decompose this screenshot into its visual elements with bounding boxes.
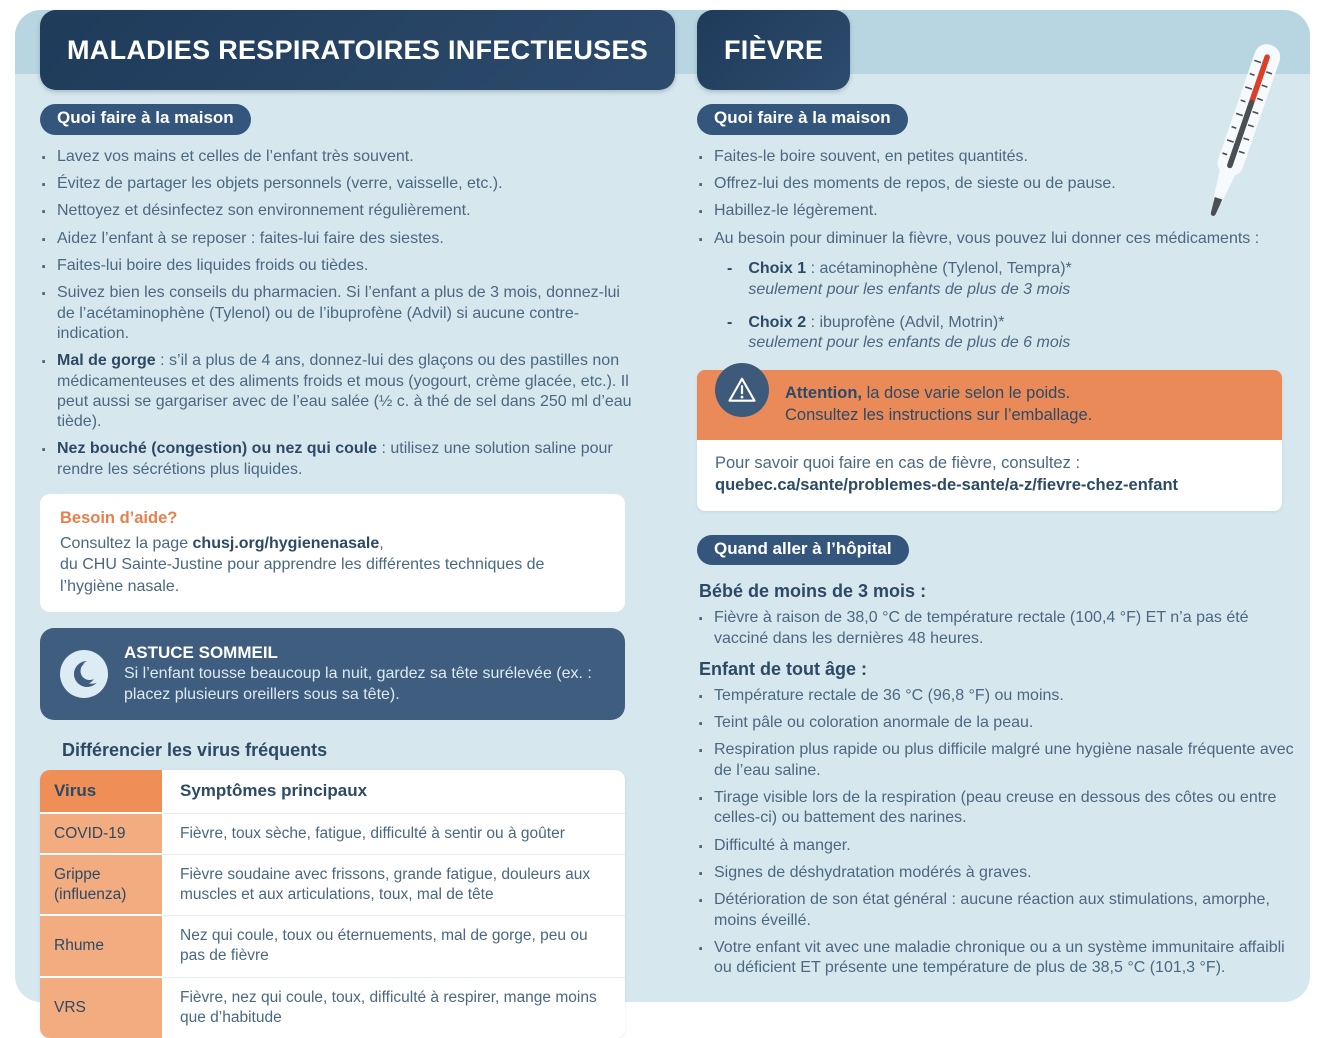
list-item: · Teint pâle ou coloration anormale de la peau. bbox=[697, 713, 1295, 733]
sleep-tip-card bbox=[40, 628, 625, 721]
left-column bbox=[40, 104, 632, 1038]
table-row: Grippe (influenza) Fièvre soudaine avec frissons, grande fatigue, douleurs aux muscles et aux articulations, toux, mal de tête bbox=[40, 855, 625, 916]
list-item: · Faites-le boire souvent, en petites quantités. bbox=[697, 147, 1295, 167]
list-item: · Mal de gorge : s’il a plus de 4 ans, donnez-lui des glaçons ou des pastilles non médicamenteuses et des aliments froids et mous (yogourt, crème glacée, etc.). Il peut aussi se gargariser avec de l’eau salée (½ c. à thé de sel dans 250 ml d’eau tiède). bbox=[40, 351, 632, 432]
sleep-tip-text: Si l’enfant tousse beaucoup la nuit, gardez sa tête surélevée (ex. : placez plusieurs oreillers sous sa tête). bbox=[124, 664, 592, 703]
table-row: Rhume Nez qui coule, toux ou éternuements, mal de gorge, peu ou pas de fièvre bbox=[40, 916, 625, 977]
table-row: COVID-19 Fièvre, toux sèche, fatigue, difficulté à sentir ou à goûter bbox=[40, 814, 625, 855]
right-column bbox=[697, 104, 1295, 986]
list-item: · Faites-lui boire des liquides froids ou tièdes. bbox=[40, 256, 632, 276]
list-item: · Signes de déshydratation modérés à graves. bbox=[697, 863, 1295, 883]
virus-table bbox=[40, 770, 625, 1037]
list-item: · Habillez-le légèrement. bbox=[697, 201, 1295, 221]
dash-marker: - bbox=[727, 259, 733, 277]
child-heading: Enfant de tout âge : bbox=[699, 658, 867, 679]
list-item: · Lavez vos mains et celles de l’enfant très souvent. bbox=[40, 147, 632, 167]
moon-icon bbox=[60, 650, 108, 698]
list-item: · Nettoyez et désinfectez son environnement régulièrement. bbox=[40, 201, 632, 221]
attention-card bbox=[697, 370, 1282, 510]
medication-choice-2: - Choix 2 : ibuprofène (Advil, Motrin)* seulement pour les enfants de plus de 6 mois bbox=[727, 313, 1295, 355]
right-title-text: FIÈVRE bbox=[724, 34, 824, 65]
list-item: · Au besoin pour diminuer la fièvre, vous pouvez lui donner ces médicaments : bbox=[697, 229, 1295, 249]
hospital-pill: Quand aller à l’hôpital bbox=[697, 535, 909, 566]
sleep-tip-title: ASTUCE SOMMEIL bbox=[124, 642, 278, 662]
dash-marker: - bbox=[727, 313, 733, 331]
left-home-care-list bbox=[40, 147, 632, 480]
medication-choices bbox=[727, 259, 1295, 354]
list-item: · Votre enfant vit avec une maladie chronique ou a un système immunitaire affaibli ou déficient ET présente une température de plus de 38,5 °C (101,3 °F). bbox=[697, 938, 1295, 979]
help-card-body: Consultez la page chusj.org/hygienenasale, du CHU Sainte-Justine pour apprendre les différentes techniques de l’hygiène nasale. bbox=[60, 535, 545, 595]
right-home-care-pill: Quoi faire à la maison bbox=[697, 104, 908, 135]
list-item: · Offrez-lui des moments de repos, de sieste ou de pause. bbox=[697, 174, 1295, 194]
table-row: VRS Fièvre, nez qui coule, toux, difficulté à respirer, mange moins que d’habitude bbox=[40, 978, 625, 1038]
table-header-virus: Virus bbox=[40, 770, 162, 813]
fever-info-box: Pour savoir quoi faire en cas de fièvre, consultez : quebec.ca/sante/problemes-de-sante/a-z/fievre-chez-enfant bbox=[697, 440, 1282, 511]
left-section-title bbox=[40, 10, 675, 90]
list-item: · Température rectale de 36 °C (96,8 °F) ou moins. bbox=[697, 686, 1295, 706]
choice-note: seulement pour les enfants de plus de 6 mois bbox=[748, 334, 1071, 352]
table-header-row bbox=[40, 770, 625, 813]
warning-icon bbox=[715, 363, 769, 417]
list-item: · Évitez de partager les objets personnels (verre, vaisselle, etc.). bbox=[40, 174, 632, 194]
help-card bbox=[40, 494, 625, 612]
baby-heading: Bébé de moins de 3 mois : bbox=[699, 581, 927, 602]
chusj-link[interactable]: chusj.org/hygienenasale bbox=[192, 535, 380, 552]
list-item: · Nez bouché (congestion) ou nez qui coule : utilisez une solution saline pour rendre les sécrétions plus liquides. bbox=[40, 439, 632, 480]
help-card-title: Besoin d’aide? bbox=[60, 509, 178, 528]
list-item: · Fièvre à raison de 38,0 °C de température rectale (100,4 °F) ET n’a pas été vacciné dans les dernières 48 heures. bbox=[697, 608, 1295, 649]
virus-table-caption: Différencier les virus fréquents bbox=[62, 740, 328, 761]
list-item: · Détérioration de son état général : aucune réaction aux stimulations, amorphe, moins éveillé. bbox=[697, 890, 1295, 931]
list-item: · Aidez l’enfant à se reposer : faites-lui faire des siestes. bbox=[40, 229, 632, 249]
main-panel bbox=[15, 10, 1310, 1026]
left-title-text: MALADIES RESPIRATOIRES INFECTIEUSES bbox=[67, 34, 649, 65]
list-item: · Respiration plus rapide ou plus difficile malgré une hygiène nasale fréquente avec de l’eau saline. bbox=[697, 740, 1295, 781]
right-section-title bbox=[697, 10, 850, 90]
list-item: · Difficulté à manger. bbox=[697, 836, 1295, 856]
list-item: · Tirage visible lors de la respiration (peau creuse en dessous des côtes ou entre celles-ci) ou battement des narines. bbox=[697, 788, 1295, 829]
child-criteria-list bbox=[697, 686, 1295, 979]
quebec-link[interactable]: quebec.ca/sante/problemes-de-sante/a-z/fievre-chez-enfant bbox=[715, 476, 1179, 495]
choice-note: seulement pour les enfants de plus de 3 mois bbox=[748, 280, 1071, 298]
table-header-symptoms: Symptômes principaux bbox=[162, 770, 625, 813]
baby-criteria-list bbox=[697, 608, 1295, 649]
attention-banner: Attention, la dose varie selon le poids. Consultez les instructions sur l’emballage. bbox=[697, 370, 1282, 440]
medication-choice-1: - Choix 1 : acétaminophène (Tylenol, Tempra)* seulement pour les enfants de plus de 3 mois bbox=[727, 259, 1295, 301]
left-home-care-pill: Quoi faire à la maison bbox=[40, 104, 251, 135]
list-item: · Suivez bien les conseils du pharmacien. Si l’enfant a plus de 3 mois, donnez-lui de l’acétaminophène (Tylenol) ou de l’ibuprofène (Advil) si aucune contre-indication. bbox=[40, 283, 632, 344]
